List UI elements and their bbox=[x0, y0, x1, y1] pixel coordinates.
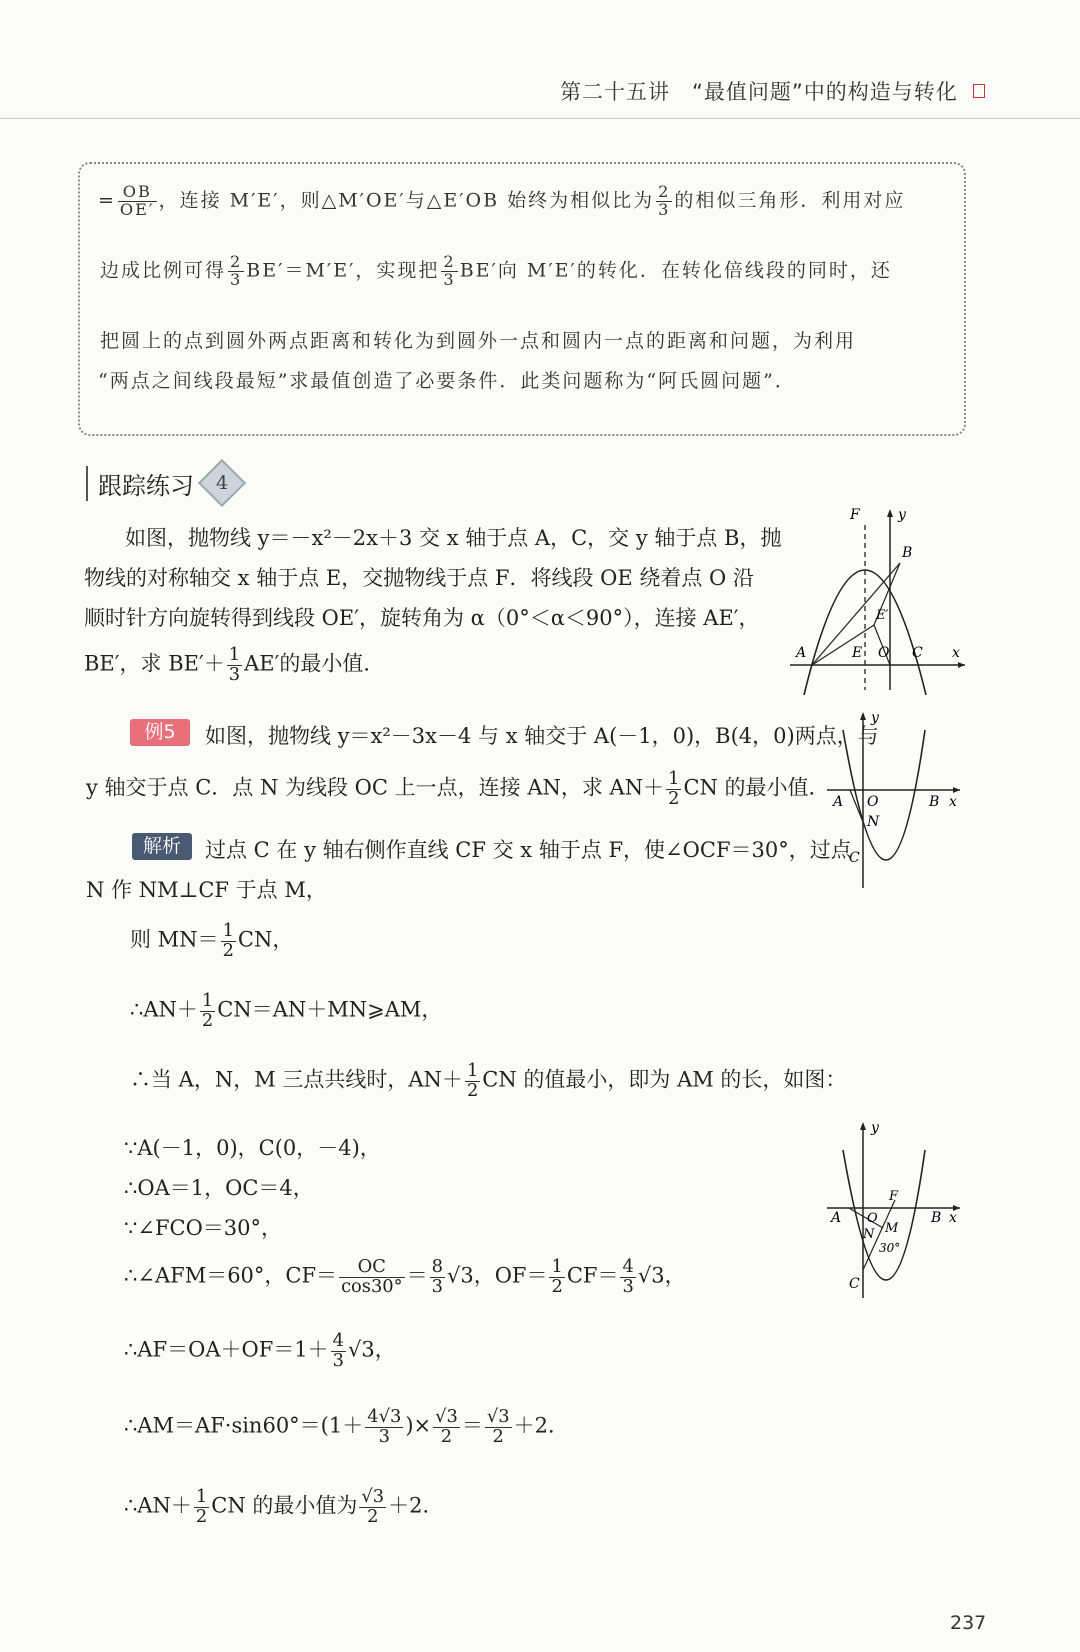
step-text: 则 MN＝ bbox=[130, 927, 219, 952]
fraction bbox=[485, 1408, 512, 1446]
example-line-2 bbox=[86, 770, 830, 808]
label-B: B bbox=[902, 545, 913, 561]
fraction-num: 4√3 bbox=[367, 1406, 402, 1427]
parabola-curve bbox=[843, 730, 925, 860]
step-text: ＋2． bbox=[388, 1493, 444, 1518]
label-N: N bbox=[863, 1227, 875, 1242]
fraction-num: 1 bbox=[195, 1486, 208, 1507]
solution-step-9 bbox=[124, 1408, 569, 1446]
fraction-den: OE′ bbox=[119, 199, 155, 219]
fraction bbox=[339, 1258, 405, 1296]
fraction bbox=[359, 1488, 386, 1526]
parabola-curve bbox=[843, 1150, 925, 1280]
example-text: y 轴交于点 C．点 N 为线段 OC 上一点，连接 AN，求 AN＋ bbox=[86, 775, 665, 800]
step-text: ∴AN＋ bbox=[124, 1493, 192, 1518]
figure-3-parabola bbox=[825, 1120, 965, 1300]
fraction-num: 2 bbox=[443, 252, 456, 271]
figure-1-parabola bbox=[790, 505, 970, 695]
fraction-den: 2 bbox=[440, 1425, 453, 1447]
note-line-1 bbox=[98, 184, 905, 219]
solution-line-1: 过点 C 在 y 轴右侧作直线 CF 交 x 轴于点 F，使∠OCF＝30°，过点 bbox=[205, 838, 852, 862]
label-x: x bbox=[952, 645, 960, 661]
label-x: x bbox=[949, 1210, 957, 1226]
x-axis-arrow bbox=[953, 787, 960, 793]
label-B: B bbox=[929, 794, 940, 810]
label-y: y bbox=[898, 507, 906, 523]
segment-AM bbox=[849, 1208, 883, 1228]
fraction-den: 3 bbox=[332, 1349, 344, 1371]
y-axis-arrow bbox=[860, 712, 866, 720]
step-text: √3， bbox=[637, 1263, 686, 1288]
fraction-den: 3 bbox=[431, 1275, 443, 1297]
fraction-num: 1 bbox=[222, 920, 234, 941]
fraction-den: 3 bbox=[622, 1275, 634, 1297]
note-line-4: “两点之间线段最短”求最值创造了必要条件．此类问题称为“阿氏圆问题”． bbox=[98, 370, 796, 392]
label-A: A bbox=[831, 1210, 842, 1226]
example-line-1: 如图，抛物线 y＝x²－3x－4 与 x 轴交于 A(－1，0)，B(4，0)两点，与 bbox=[205, 724, 879, 748]
step-text: CN＝AN＋MN⩾AM， bbox=[217, 997, 443, 1022]
fraction-num: 4 bbox=[622, 1256, 634, 1277]
fraction bbox=[227, 646, 242, 684]
solution-step-7 bbox=[124, 1258, 686, 1296]
label-M: M bbox=[885, 1221, 899, 1236]
fraction-num: 1 bbox=[466, 1060, 479, 1081]
fraction bbox=[433, 1408, 460, 1446]
solution-badge: 解析 bbox=[132, 833, 192, 860]
running-header: 第二十五讲 “最值问题”中的构造与转化 bbox=[560, 80, 958, 104]
label-O: O bbox=[867, 794, 879, 810]
label-C: C bbox=[849, 850, 860, 866]
fraction-num: 8 bbox=[431, 1256, 443, 1277]
label-angle-30: 30° bbox=[879, 1241, 901, 1255]
fraction-num: 1 bbox=[228, 644, 241, 665]
fraction-num: OC bbox=[339, 1258, 405, 1278]
fraction bbox=[549, 1258, 564, 1296]
fraction bbox=[228, 254, 244, 289]
step-text: ∴∠AFM＝60°，CF＝ bbox=[124, 1263, 338, 1288]
fraction-num: 1 bbox=[201, 990, 214, 1011]
label-O: O bbox=[878, 645, 890, 661]
practice-line-3: 顺时针方向旋转得到线段 OE′，旋转角为 α（0°＜α＜90°），连接 AE′， bbox=[84, 606, 760, 630]
fraction-den: 2 bbox=[195, 1505, 208, 1527]
x-axis-arrow bbox=[958, 662, 965, 668]
step-text: √3，OF＝ bbox=[446, 1263, 548, 1288]
label-A: A bbox=[796, 645, 807, 661]
practice-text: AE′的最小值． bbox=[244, 651, 385, 676]
note-text: BE′向 M′E′的转化．在转化倍线段的同时，还 bbox=[459, 259, 892, 282]
step-text: ＝ bbox=[406, 1263, 428, 1288]
fraction-den: 3 bbox=[443, 269, 456, 289]
fraction-num: √3 bbox=[361, 1486, 385, 1507]
fraction bbox=[656, 184, 672, 219]
fraction-den: 2 bbox=[367, 1505, 379, 1527]
fraction bbox=[221, 922, 236, 960]
step-text: CN 的最小值为 bbox=[211, 1493, 358, 1518]
solution-step-5: ∴OA＝1，OC＝4， bbox=[124, 1176, 314, 1200]
fraction-den: 3 bbox=[230, 269, 243, 289]
fraction-num: 2 bbox=[658, 182, 671, 201]
note-text: BE′＝M′E′，实现把 bbox=[246, 259, 440, 282]
fraction bbox=[666, 770, 681, 808]
practice-number: 4 bbox=[215, 472, 229, 494]
step-text: ∴AF＝OA＋OF＝1＋ bbox=[124, 1337, 329, 1362]
solution-step-8 bbox=[124, 1332, 396, 1370]
step-text: ∴AM＝AF·sin60°＝(1＋ bbox=[124, 1413, 364, 1438]
header-icon bbox=[973, 84, 985, 98]
fraction bbox=[365, 1408, 403, 1446]
fraction-den: 3 bbox=[378, 1425, 390, 1447]
label-E-prime: E′ bbox=[876, 608, 889, 623]
label-A: A bbox=[833, 794, 844, 810]
label-B: B bbox=[931, 1210, 942, 1226]
label-E: E bbox=[852, 645, 863, 661]
practice-line-2: 物线的对称轴交 x 轴于点 E，交抛物线于点 F．将线段 OE 绕着点 O 沿 bbox=[84, 566, 754, 590]
note-text: ，连接 M′E′，则△M′OE′与△E′OB 始终为相似比为 bbox=[158, 189, 655, 212]
example-badge: 例5 bbox=[130, 719, 190, 746]
practice-number-badge bbox=[198, 459, 246, 507]
fraction-den: 2 bbox=[668, 787, 680, 809]
step-text: CN， bbox=[237, 927, 294, 952]
note-text: 的相似三角形．利用对应 bbox=[674, 189, 906, 212]
label-C: C bbox=[849, 1276, 860, 1292]
fraction-den: 2 bbox=[222, 939, 234, 961]
solution-step-4: ∵A(－1，0)，C(0，－4)， bbox=[124, 1136, 381, 1160]
y-axis-arrow bbox=[887, 509, 893, 517]
label-O: O bbox=[867, 1211, 878, 1226]
fraction bbox=[194, 1488, 209, 1526]
fraction bbox=[620, 1258, 635, 1296]
label-N: N bbox=[867, 814, 880, 830]
fraction-num: 1 bbox=[668, 768, 680, 789]
step-text: ＝ bbox=[461, 1413, 483, 1438]
fraction bbox=[465, 1062, 480, 1100]
practice-line-1: 如图，抛物线 y＝－x²－2x＋3 交 x 轴于点 A，C，交 y 轴于点 B，抛 bbox=[125, 526, 782, 550]
fraction-num: 4 bbox=[332, 1330, 344, 1351]
fraction-den: 2 bbox=[466, 1079, 479, 1101]
fraction bbox=[441, 254, 457, 289]
y-axis-arrow bbox=[860, 1122, 866, 1130]
solution-step-6: ∵∠FCO＝30°， bbox=[124, 1216, 283, 1240]
fraction bbox=[200, 992, 215, 1030]
step-text: ∴AN＋ bbox=[130, 997, 198, 1022]
label-y: y bbox=[871, 1120, 879, 1136]
solution-step-3 bbox=[130, 1062, 846, 1100]
label-C: C bbox=[912, 645, 923, 661]
fraction-den: cos30° bbox=[341, 1275, 403, 1297]
fraction-den: 3 bbox=[658, 199, 671, 219]
solution-step-2 bbox=[130, 992, 442, 1030]
fraction bbox=[118, 184, 157, 219]
fraction-den: 3 bbox=[228, 663, 241, 685]
solution-line-2: N 作 NM⊥CF 于点 M， bbox=[86, 878, 327, 902]
fraction bbox=[430, 1258, 445, 1296]
example-text: CN 的最小值． bbox=[683, 775, 830, 800]
note-text: = bbox=[98, 189, 116, 212]
practice-title: 跟踪练习 bbox=[86, 466, 194, 501]
note-line-3: 把圆上的点到圆外两点距离和转化为到圆外一点和圆内一点的距离和问题，为利用 bbox=[100, 330, 857, 352]
note-text: 边成比例可得 bbox=[100, 259, 227, 282]
step-text: )× bbox=[405, 1413, 432, 1438]
header-divider bbox=[0, 118, 1080, 119]
step-text: √3， bbox=[348, 1337, 396, 1362]
fraction-num: OB bbox=[118, 184, 157, 202]
step-text: ∴当 A，N，M 三点共线时，AN＋ bbox=[130, 1067, 463, 1092]
fraction-num: 2 bbox=[230, 252, 243, 271]
label-F: F bbox=[850, 507, 860, 523]
fraction-den: 2 bbox=[551, 1275, 563, 1297]
page-number: 237 bbox=[950, 1612, 987, 1634]
fraction-den: 2 bbox=[492, 1425, 504, 1447]
step-text: CF＝ bbox=[566, 1263, 619, 1288]
label-y: y bbox=[871, 710, 879, 726]
fraction bbox=[331, 1332, 346, 1370]
step-text: CN 的值最小，即为 AM 的长，如图： bbox=[482, 1067, 847, 1092]
fraction-num: √3 bbox=[486, 1406, 510, 1427]
note-line-2 bbox=[100, 254, 892, 289]
label-F: F bbox=[889, 1189, 899, 1204]
fraction-den: 2 bbox=[201, 1009, 214, 1031]
label-x: x bbox=[949, 794, 957, 810]
step-text: ＋2． bbox=[513, 1413, 569, 1438]
solution-step-1 bbox=[130, 922, 293, 960]
practice-text: BE′，求 BE′＋ bbox=[84, 651, 225, 676]
fraction-num: 1 bbox=[551, 1256, 563, 1277]
fraction-num: √3 bbox=[435, 1406, 458, 1427]
solution-step-10 bbox=[124, 1488, 444, 1526]
practice-line-4 bbox=[84, 646, 384, 684]
